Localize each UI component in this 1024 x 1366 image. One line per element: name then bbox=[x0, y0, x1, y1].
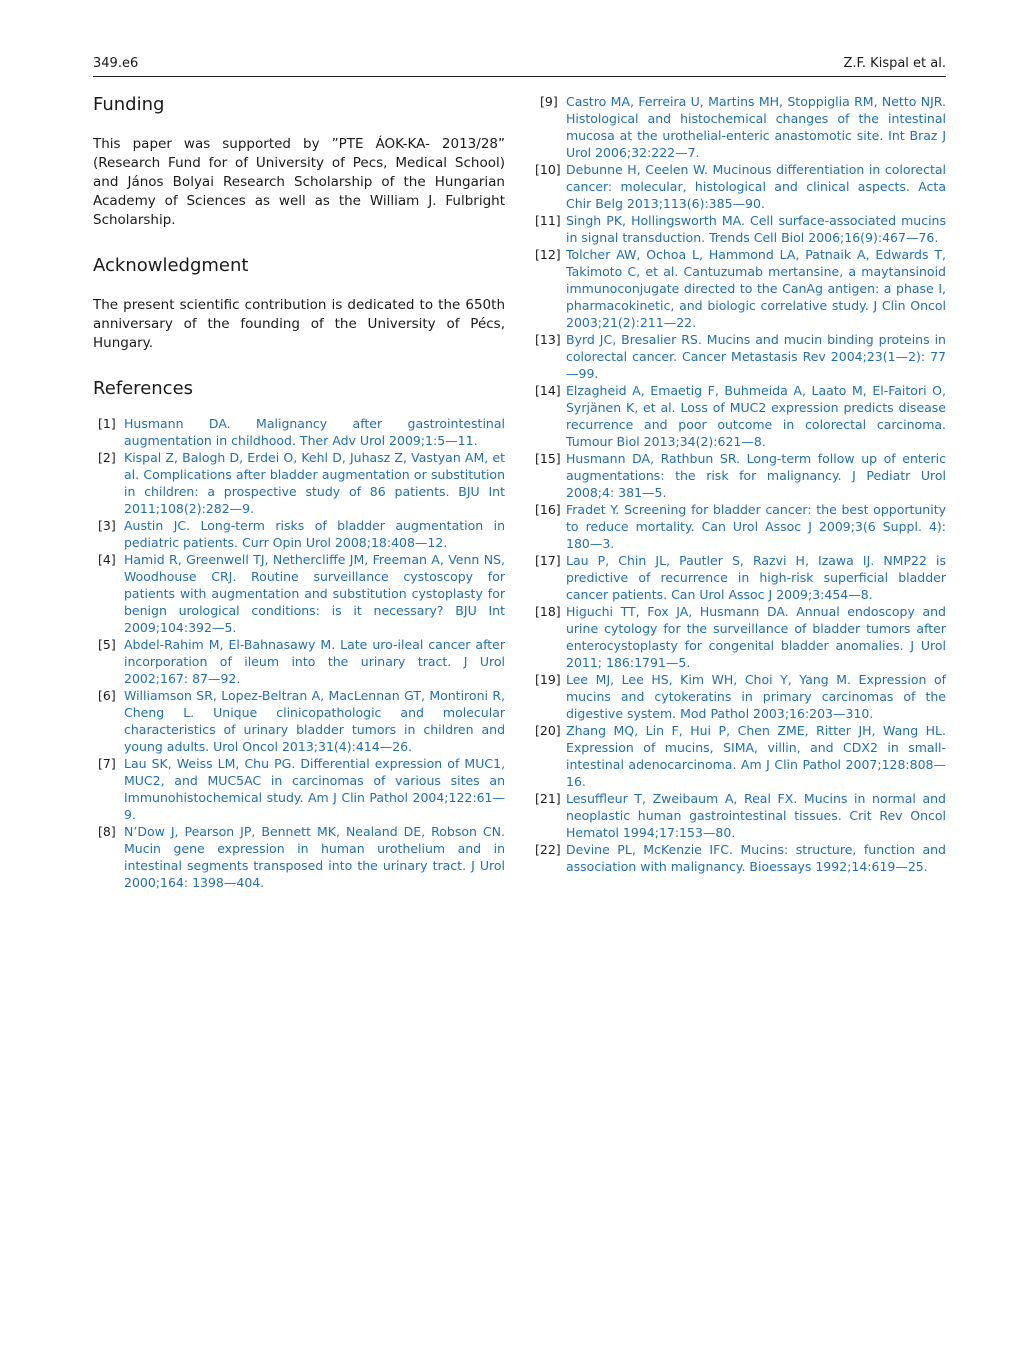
funding-heading: Funding bbox=[93, 94, 165, 115]
reference-item bbox=[93, 517, 505, 551]
reference-item bbox=[535, 161, 946, 212]
reference-list-left bbox=[93, 415, 505, 891]
reference-number: [12] bbox=[535, 247, 561, 262]
page-number: 349.e6 bbox=[93, 56, 139, 71]
reference-number: [21] bbox=[535, 791, 561, 806]
reference-item bbox=[535, 671, 946, 722]
reference-item bbox=[535, 382, 946, 450]
reference-item bbox=[93, 823, 505, 891]
reference-link[interactable]: Fradet Y. Screening for bladder cancer: the best opportunity to reduce mortality. Can Urol Assoc J 2009;3(6 Suppl. 4): 180—3. bbox=[566, 502, 946, 551]
reference-item bbox=[93, 551, 505, 636]
reference-link[interactable]: Singh PK, Hollingsworth MA. Cell surface-associated mucins in signal transduction. Trends Cell Biol 2006;16(9):467—76. bbox=[566, 213, 946, 245]
reference-item bbox=[535, 603, 946, 671]
reference-item bbox=[93, 415, 505, 449]
reference-list-right bbox=[535, 93, 946, 875]
reference-number: [11] bbox=[535, 213, 561, 228]
reference-number: [19] bbox=[535, 672, 561, 687]
reference-number: [13] bbox=[535, 332, 561, 347]
left-column bbox=[93, 93, 505, 891]
reference-number: [16] bbox=[535, 502, 561, 517]
reference-item bbox=[535, 331, 946, 382]
reference-link[interactable]: Byrd JC, Bresalier RS. Mucins and mucin binding proteins in colorectal cancer. Cancer Metastasis Rev 2004;23(1—2): 77—99. bbox=[566, 332, 946, 381]
reference-number: [20] bbox=[535, 723, 561, 738]
reference-number: [2] bbox=[98, 450, 116, 465]
reference-number: [4] bbox=[98, 552, 116, 567]
reference-item bbox=[535, 552, 946, 603]
reference-item bbox=[93, 755, 505, 823]
running-authors: Z.F. Kispal et al. bbox=[843, 56, 946, 71]
reference-link[interactable]: N’Dow J, Pearson JP, Bennett MK, Nealand DE, Robson CN. Mucin gene expression in human urothelium and in intestinal segments transposed into the urinary tract. J Urol 2000;164: 1398—404. bbox=[124, 824, 505, 890]
reference-number: [22] bbox=[535, 842, 561, 857]
reference-number: [9] bbox=[540, 94, 558, 109]
reference-item bbox=[93, 449, 505, 517]
reference-link[interactable]: Husmann DA. Malignancy after gastrointestinal augmentation in childhood. Ther Adv Urol 2009;1:5—11. bbox=[124, 416, 505, 448]
reference-number: [6] bbox=[98, 688, 116, 703]
reference-item bbox=[535, 93, 946, 161]
reference-link[interactable]: Abdel-Rahim M, El-Bahnasawy M. Late uro-ileal cancer after incorporation of ileum into the urinary tract. J Urol 2002;167: 87—92. bbox=[124, 637, 505, 686]
reference-item bbox=[93, 636, 505, 687]
reference-link[interactable]: Austin JC. Long-term risks of bladder augmentation in pediatric patients. Curr Opin Urol 2008;18:408—12. bbox=[124, 518, 505, 550]
reference-link[interactable]: Lee MJ, Lee HS, Kim WH, Choi Y, Yang M. Expression of mucins and cytokeratins in primary carcinomas of the digestive system. Mod Pathol 2003;16:203—310. bbox=[566, 672, 946, 721]
reference-link[interactable]: Kispal Z, Balogh D, Erdei O, Kehl D, Juhasz Z, Vastyan AM, et al. Complications after bladder augmentation or substitution in children: a prospective study of 86 patients. BJU Int 2011;108(2):282—9. bbox=[124, 450, 505, 516]
reference-number: [14] bbox=[535, 383, 561, 398]
reference-item bbox=[535, 501, 946, 552]
reference-item bbox=[535, 722, 946, 790]
reference-link[interactable]: Debunne H, Ceelen W. Mucinous differentiation in colorectal cancer: molecular, histological and clinical aspects. Acta Chir Belg 2013;113(6):385—90. bbox=[566, 162, 946, 211]
reference-number: [17] bbox=[535, 553, 561, 568]
reference-link[interactable]: Elzagheid A, Emaetig F, Buhmeida A, Laato M, El-Faitori O, Syrjänen K, et al. Loss of MUC2 expression predicts disease recurrence and poor outcome in colorectal carcinoma. Tumour Biol 2013;34(2):621—8. bbox=[566, 383, 946, 449]
acknowledgment-heading: Acknowledgment bbox=[93, 255, 249, 276]
reference-number: [7] bbox=[98, 756, 116, 771]
funding-text: This paper was supported by ”PTE ÁOK-KA- 2013/28” (Research Fund for of University of Pecs, Medical School) and János Bolyai Research Scholarship of the Hungarian Academy of Sciences as well as the William J. Fulbright Scholarship. bbox=[93, 136, 505, 228]
reference-link[interactable]: Castro MA, Ferreira U, Martins MH, Stoppiglia RM, Netto NJR. Histological and histochemical changes of the intestinal mucosa at the urothelial-enteric anastomotic site. Int Braz J Urol 2006;32:222—7. bbox=[566, 94, 946, 160]
reference-number: [1] bbox=[98, 416, 116, 431]
reference-link[interactable]: Devine PL, McKenzie IFC. Mucins: structure, function and association with malignancy. Bioessays 1992;14:619—25. bbox=[566, 842, 946, 874]
reference-item bbox=[535, 246, 946, 331]
reference-link[interactable]: Williamson SR, Lopez-Beltran A, MacLennan GT, Montironi R, Cheng L. Unique clinicopathologic and molecular characteristics of urinary bladder tumors in children and young adults. Urol Oncol 2013;31(4):414—26. bbox=[124, 688, 505, 754]
reference-link[interactable]: Hamid R, Greenwell TJ, Nethercliffe JM, Freeman A, Venn NS, Woodhouse CRJ. Routine surveillance cystoscopy for patients with augmentation and substitution cystoplasty for benign urological conditions: is it necessary? BJU Int 2009;104:392—5. bbox=[124, 552, 505, 635]
reference-number: [3] bbox=[98, 518, 116, 533]
reference-number: [18] bbox=[535, 604, 561, 619]
reference-link[interactable]: Tolcher AW, Ochoa L, Hammond LA, Patnaik A, Edwards T, Takimoto C, et al. Cantuzumab mertansine, a maytansinoid immunoconjugate directed to the CanAg antigen: a phase I, pharmacokinetic, and biologic correlative study. J Clin Oncol 2003;21(2):211—22. bbox=[566, 247, 946, 330]
reference-number: [10] bbox=[535, 162, 561, 177]
reference-item bbox=[535, 212, 946, 246]
reference-link[interactable]: Husmann DA, Rathbun SR. Long-term follow up of enteric augmentations: the risk for malignancy. J Pediatr Urol 2008;4: 381—5. bbox=[566, 451, 946, 500]
reference-link[interactable]: Lau SK, Weiss LM, Chu PG. Differential expression of MUC1, MUC2, and MUC5AC in carcinomas of various sites an Immunohistochemical study. Am J Clin Pathol 2004;122:61—9. bbox=[124, 756, 505, 822]
reference-link[interactable]: Lau P, Chin JL, Pautler S, Razvi H, Izawa IJ. NMP22 is predictive of recurrence in high-risk superficial bladder cancer patients. Can Urol Assoc J 2009;3:454—8. bbox=[566, 553, 946, 602]
reference-item bbox=[535, 841, 946, 875]
reference-item bbox=[535, 450, 946, 501]
right-column bbox=[535, 93, 946, 875]
reference-item bbox=[535, 790, 946, 841]
references-heading: References bbox=[93, 378, 194, 399]
reference-link[interactable]: Higuchi TT, Fox JA, Husmann DA. Annual endoscopy and urine cytology for the surveillance of bladder tumors after enterocystoplasty for congenital bladder anomalies. J Urol 2011; 186:1791—5. bbox=[566, 604, 946, 670]
reference-link[interactable]: Lesuffleur T, Zweibaum A, Real FX. Mucins in normal and neoplastic human gastrointestinal tissues. Crit Rev Oncol Hematol 1994;17:153—80. bbox=[566, 791, 946, 840]
reference-number: [8] bbox=[98, 824, 116, 839]
reference-link[interactable]: Zhang MQ, Lin F, Hui P, Chen ZME, Ritter JH, Wang HL. Expression of mucins, SIMA, villin, and CDX2 in small-intestinal adenocarcinoma. Am J Clin Pathol 2007;128:808—16. bbox=[566, 723, 946, 789]
acknowledgment-text: The present scientific contribution is dedicated to the 650th anniversary of the founding of the University of Pécs, Hungary. bbox=[93, 297, 505, 351]
running-header bbox=[93, 54, 946, 77]
reference-number: [15] bbox=[535, 451, 561, 466]
reference-number: [5] bbox=[98, 637, 116, 652]
reference-item bbox=[93, 687, 505, 755]
